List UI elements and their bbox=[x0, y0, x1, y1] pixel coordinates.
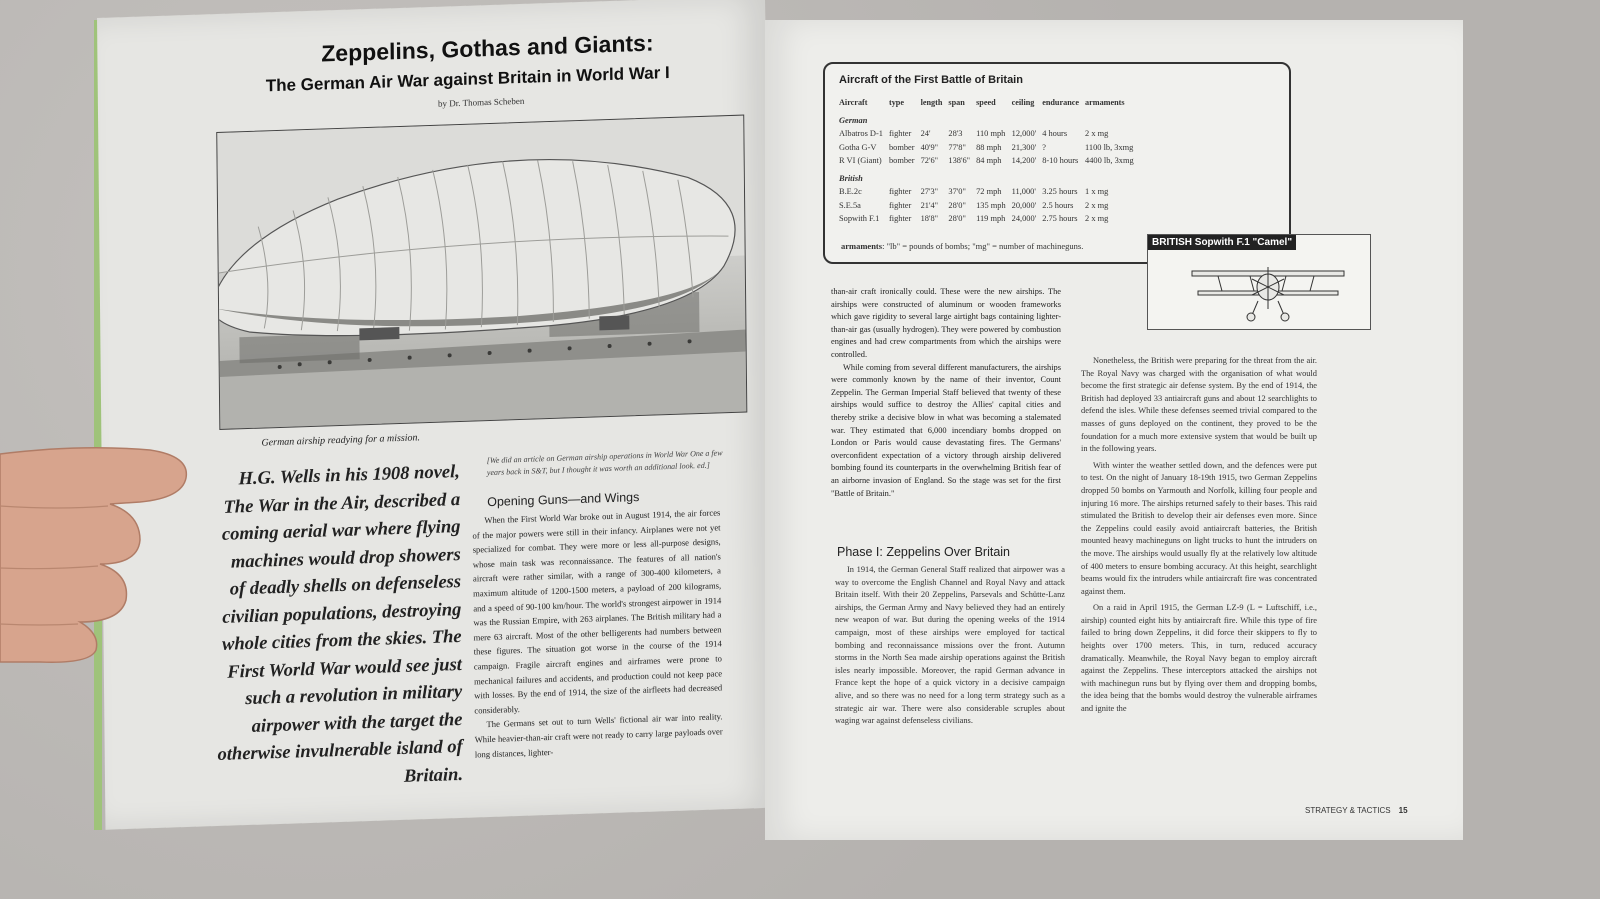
table-cell: 1 x mg bbox=[1085, 187, 1109, 197]
table-row bbox=[839, 199, 1140, 213]
column-header: type bbox=[888, 98, 904, 108]
table-cell: fighter bbox=[888, 187, 912, 197]
pull-quote-line: otherwise invulnerable island of bbox=[217, 736, 463, 766]
table-title: Aircraft of the First Battle of Britain bbox=[839, 74, 1023, 86]
pull-quote bbox=[180, 459, 463, 798]
left-page bbox=[97, 0, 773, 830]
table-cell: 3.25 hours bbox=[1042, 187, 1078, 197]
photo-caption: German airship readying for a mission. bbox=[261, 432, 421, 449]
table-cell: fighter bbox=[888, 129, 912, 139]
body-paragraph: While coming from several different manufacturers, the airships were commonly known by the name of their inventor, Count Zeppelin. The German Imperial Staff believed that twenty of these airships would suffice to destroy the Allies' capital cities and thereby strike a decisive blow in what was becoming a stalemated war. They estimated that 6,000 incendiary bombs dropped on London or Paris would cause devastating fires. The Germans' overconfident expectation of a victory through airship delivered bombing found its counterparts in the overwhelming British fear of an airborne invasion of England. So the stage was set for the first "Battle of Britain." bbox=[831, 362, 1061, 498]
section-heading: Opening Guns—and Wings bbox=[487, 490, 640, 510]
pull-quote-line: civilian populations, destroying bbox=[222, 599, 462, 628]
table-group-label: German bbox=[839, 115, 868, 125]
table-cell: bomber bbox=[888, 142, 915, 152]
article-subtitle: The German Air War against Britain in World War I bbox=[265, 63, 670, 96]
pull-quote-line: First World War would see just bbox=[227, 654, 462, 683]
table-row bbox=[839, 185, 1140, 199]
pull-quote-line: airpower with the target the bbox=[251, 709, 463, 737]
editor-note: [We did an article on German airship operations in World War One a few years back in S&T, but I thought it was worth an additional look. ed.] bbox=[486, 448, 723, 477]
table-cell: 2 x mg bbox=[1085, 214, 1109, 224]
body-paragraph: On a raid in April 1915, the German LZ-9 (L = Luftschiff, i.e., airship) counted eight hits by antiaircraft fire. While this type of fire failed to bring down Zeppelins, it did force their skippers to fly to heights over 1700 meters. This, in turn, reduced accuracy dramatically. Meanwhile, the Royal Navy began to employ aircraft against the Zeppelins. These interceptors attacked the airships not with machinegun runs but by flying over them and dropping bombs, the idea being that the bombs would destroy the vulnerable airframes and ignite the bbox=[1081, 603, 1317, 714]
table-cell: 8-10 hours bbox=[1042, 156, 1079, 166]
pull-quote-line: whole cities from the skies. The bbox=[222, 626, 462, 655]
right-page bbox=[765, 20, 1463, 840]
table-cell: 11,000' bbox=[1011, 187, 1036, 197]
pull-quote-line: coming aerial war where flying bbox=[221, 516, 461, 545]
pull-quote-line: The War in the Air, described a bbox=[223, 489, 461, 518]
airship-photo bbox=[216, 115, 747, 430]
airship-illustration bbox=[217, 116, 746, 429]
page-number: 15 bbox=[1398, 806, 1408, 815]
right-column-2 bbox=[835, 564, 1065, 728]
table-cell: 12,000' bbox=[1011, 129, 1037, 139]
table-cell: Albatros D-1 bbox=[839, 129, 883, 139]
table-cell: 28'0" bbox=[948, 200, 966, 210]
pull-quote-line: H.G. Wells in his 1908 novel, bbox=[238, 461, 460, 490]
table-cell: 119 mph bbox=[976, 214, 1006, 224]
table-cell: 88 mph bbox=[976, 142, 1002, 152]
table-cell: Gotha G-V bbox=[839, 142, 877, 152]
body-paragraph: When the First World War broke out in August 1914, the air forces of the major powers were still in their infancy. Airplanes were not yet specialized for combat. They were more or less all-purpose designs, whose main task was reconnaissance. The features of all nation's aircraft were rather similar, with a range of 300-400 kilometers, a maximum altitude of 1200-1500 meters, a payload of 200 kilograms, and a speed of 90-100 km/hour. The world's strongest airpower in 1914 was the Russian Empire, with 263 airplanes. The British military had a mere 63 aircraft. Most of the other belligerents had numbers between these figures. The situation got worse in the course of the 1914 campaign. Fragile aircraft engines and airframes were prone to mechanical failures and accidents, and production could not keep pace with losses. By the end of 1914, the size of the airfleets had decreased considerably. bbox=[472, 507, 723, 716]
column-header: span bbox=[948, 98, 965, 108]
column-header: length bbox=[920, 98, 943, 108]
table-cell: fighter bbox=[888, 214, 912, 224]
table-cell: 77'8" bbox=[948, 142, 966, 152]
pull-quote-line: such a revolution in military bbox=[245, 681, 463, 710]
table-cell: R VI (Giant) bbox=[839, 156, 882, 166]
left-body-column bbox=[472, 505, 723, 761]
table-cell: S.E.5a bbox=[839, 200, 861, 210]
table-row bbox=[839, 141, 1140, 155]
body-paragraph: than-air craft ironically could. These were the new airships. The airships were constructed of aluminum or wooden frameworks which gave rigidity to several large airtight bags containing lighter-than-air gas (usually hydrogen). They were powered by combustion engines and had crew compartments from which the airships were controlled. bbox=[831, 287, 1061, 359]
footer-magazine: STRATEGY & TACTICS bbox=[1305, 806, 1391, 815]
table-cell: 24,000' bbox=[1011, 214, 1037, 224]
table-group-row bbox=[839, 110, 1140, 128]
phase-heading: Phase I: Zeppelins Over Britain bbox=[837, 545, 1010, 559]
table-cell: Sopwith F.1 bbox=[839, 214, 880, 224]
table-cell: 4400 lb, 3xmg bbox=[1085, 156, 1134, 166]
table-cell: 1100 lb, 3xmg bbox=[1085, 142, 1134, 152]
table-cell: 84 mph bbox=[976, 156, 1002, 166]
table-cell: bomber bbox=[888, 156, 915, 166]
byline: by Dr. Thomas Scheben bbox=[437, 95, 525, 109]
table-cell: 138'6" bbox=[948, 156, 971, 166]
illustration-label: BRITISH Sopwith F.1 "Camel" bbox=[1148, 235, 1296, 250]
article-title: Zeppelins, Gothas and Giants: bbox=[321, 29, 654, 67]
column-header: speed bbox=[976, 98, 996, 108]
table-cell: 20,000' bbox=[1011, 200, 1037, 210]
column-header: ceiling bbox=[1011, 98, 1035, 108]
table-cell: 110 mph bbox=[976, 129, 1006, 139]
table-cell: 21'4" bbox=[920, 200, 939, 210]
body-paragraph: The Germans set out to turn Wells' fictional air war into reality. While heavier-than-air craft were not ready to carry large payloads over long distances, lighter- bbox=[474, 711, 723, 760]
table-cell: 28'0" bbox=[948, 214, 966, 224]
table-cell: 135 mph bbox=[976, 200, 1006, 210]
table-row bbox=[839, 212, 1140, 226]
pull-quote-line: Britain. bbox=[403, 764, 464, 787]
table-cell: 18'8" bbox=[920, 214, 939, 224]
table-cell: 27'3" bbox=[920, 187, 939, 197]
column-header: armaments bbox=[1085, 98, 1125, 108]
table-cell: 40'9" bbox=[920, 142, 939, 152]
hand-image bbox=[0, 444, 190, 664]
table-row bbox=[839, 127, 1140, 141]
page-footer bbox=[1305, 806, 1408, 815]
camel-illustration-box bbox=[1147, 234, 1371, 330]
table-row bbox=[839, 154, 1140, 168]
body-paragraph: With winter the weather settled down, and the defences were put to test. On the night of January 18-19th 1915, two German Zeppelins dropped 50 bombs on Yarmouth and Norfolk, killing four people and injuring 16 more. The airships returned safely to their bases. This raid stimulated the British to develop their air defenses even more. Since the Zeppelins could easily avoid antiaircraft batteries, the British mounted heavy machineguns on light trucks to hunt the intruders on the move. The airships would usually fly at the relatively low altitude of 400 meters to ensure bombing accuracy. At this height, searchlight beams would fix the intruders while antiaircraft fire was concentrated against them. bbox=[1081, 460, 1317, 596]
table-cell: ? bbox=[1042, 142, 1046, 152]
table-cell: 72'6" bbox=[920, 156, 939, 166]
table-note-text: : "lb" = pounds of bombs; "mg" = number of machineguns. bbox=[882, 241, 1084, 251]
right-column-1 bbox=[831, 286, 1061, 500]
column-header: Aircraft bbox=[839, 98, 868, 108]
table-cell: B.E.2c bbox=[839, 187, 862, 197]
table-group-row bbox=[839, 168, 1140, 186]
table-cell: 24' bbox=[920, 129, 931, 139]
aircraft-table bbox=[839, 96, 1140, 226]
table-group-label: British bbox=[839, 173, 863, 183]
table-cell: 14,200' bbox=[1011, 156, 1037, 166]
table-cell: 2.75 hours bbox=[1042, 214, 1078, 224]
table-cell: 2 x mg bbox=[1085, 200, 1109, 210]
column-header: endurance bbox=[1042, 98, 1080, 108]
table-header-row bbox=[839, 96, 1140, 110]
body-paragraph: In 1914, the German General Staff realized that airpower was a way to overcome the English Channel and Royal Navy and attack Britain itself. With their 20 Zeppelins, Parsevals and Schütte-Lanz airships, the German Army and Navy believed they had an entirely new weapon of war. But during the opening weeks of the 1914 campaign, most of these airships were employed for tactical bombing and reconnaissance missions over the front. Autumn storms in the North Sea made airship operations against the British isles nearly impossible. Moreover, the rapid German advance in France kept the hope of a quick victory in a decisive campaign alive, and so there was no need for a long term strategy such as a strategic air war. There were also considerable scruples about waging war against defenseless civilians. bbox=[835, 565, 1065, 726]
pull-quote-line: of deadly shells on defenseless bbox=[229, 571, 462, 600]
table-cell: 37'0" bbox=[948, 187, 966, 197]
table-cell: 2.5 hours bbox=[1042, 200, 1074, 210]
biplane-icon bbox=[1188, 257, 1348, 323]
pull-quote-line: machines would drop showers bbox=[230, 544, 461, 573]
table-cell: 28'3 bbox=[948, 129, 963, 139]
table-cell: 4 hours bbox=[1042, 129, 1068, 139]
table-cell: fighter bbox=[888, 200, 912, 210]
table-cell: 21,300' bbox=[1011, 142, 1037, 152]
table-note-label: armaments bbox=[841, 241, 883, 251]
body-paragraph: Nonetheless, the British were preparing for the threat from the air. The Royal Navy was charged with the organisation of what would become the first strategic air defense system. By the end of 1914, the British had deployed 33 antiaircraft guns and about 12 searchlights to defend the isles. While these defenses seemed trivial compared to the masses of guns deployed on the continent, they proved to be the foundation for a much more extensive system that would be built up in the following years. bbox=[1081, 356, 1317, 454]
right-column-3 bbox=[1081, 355, 1317, 720]
table-note bbox=[841, 241, 1083, 251]
table-cell: 2 x mg bbox=[1085, 129, 1109, 139]
table-cell: 72 mph bbox=[976, 187, 1002, 197]
